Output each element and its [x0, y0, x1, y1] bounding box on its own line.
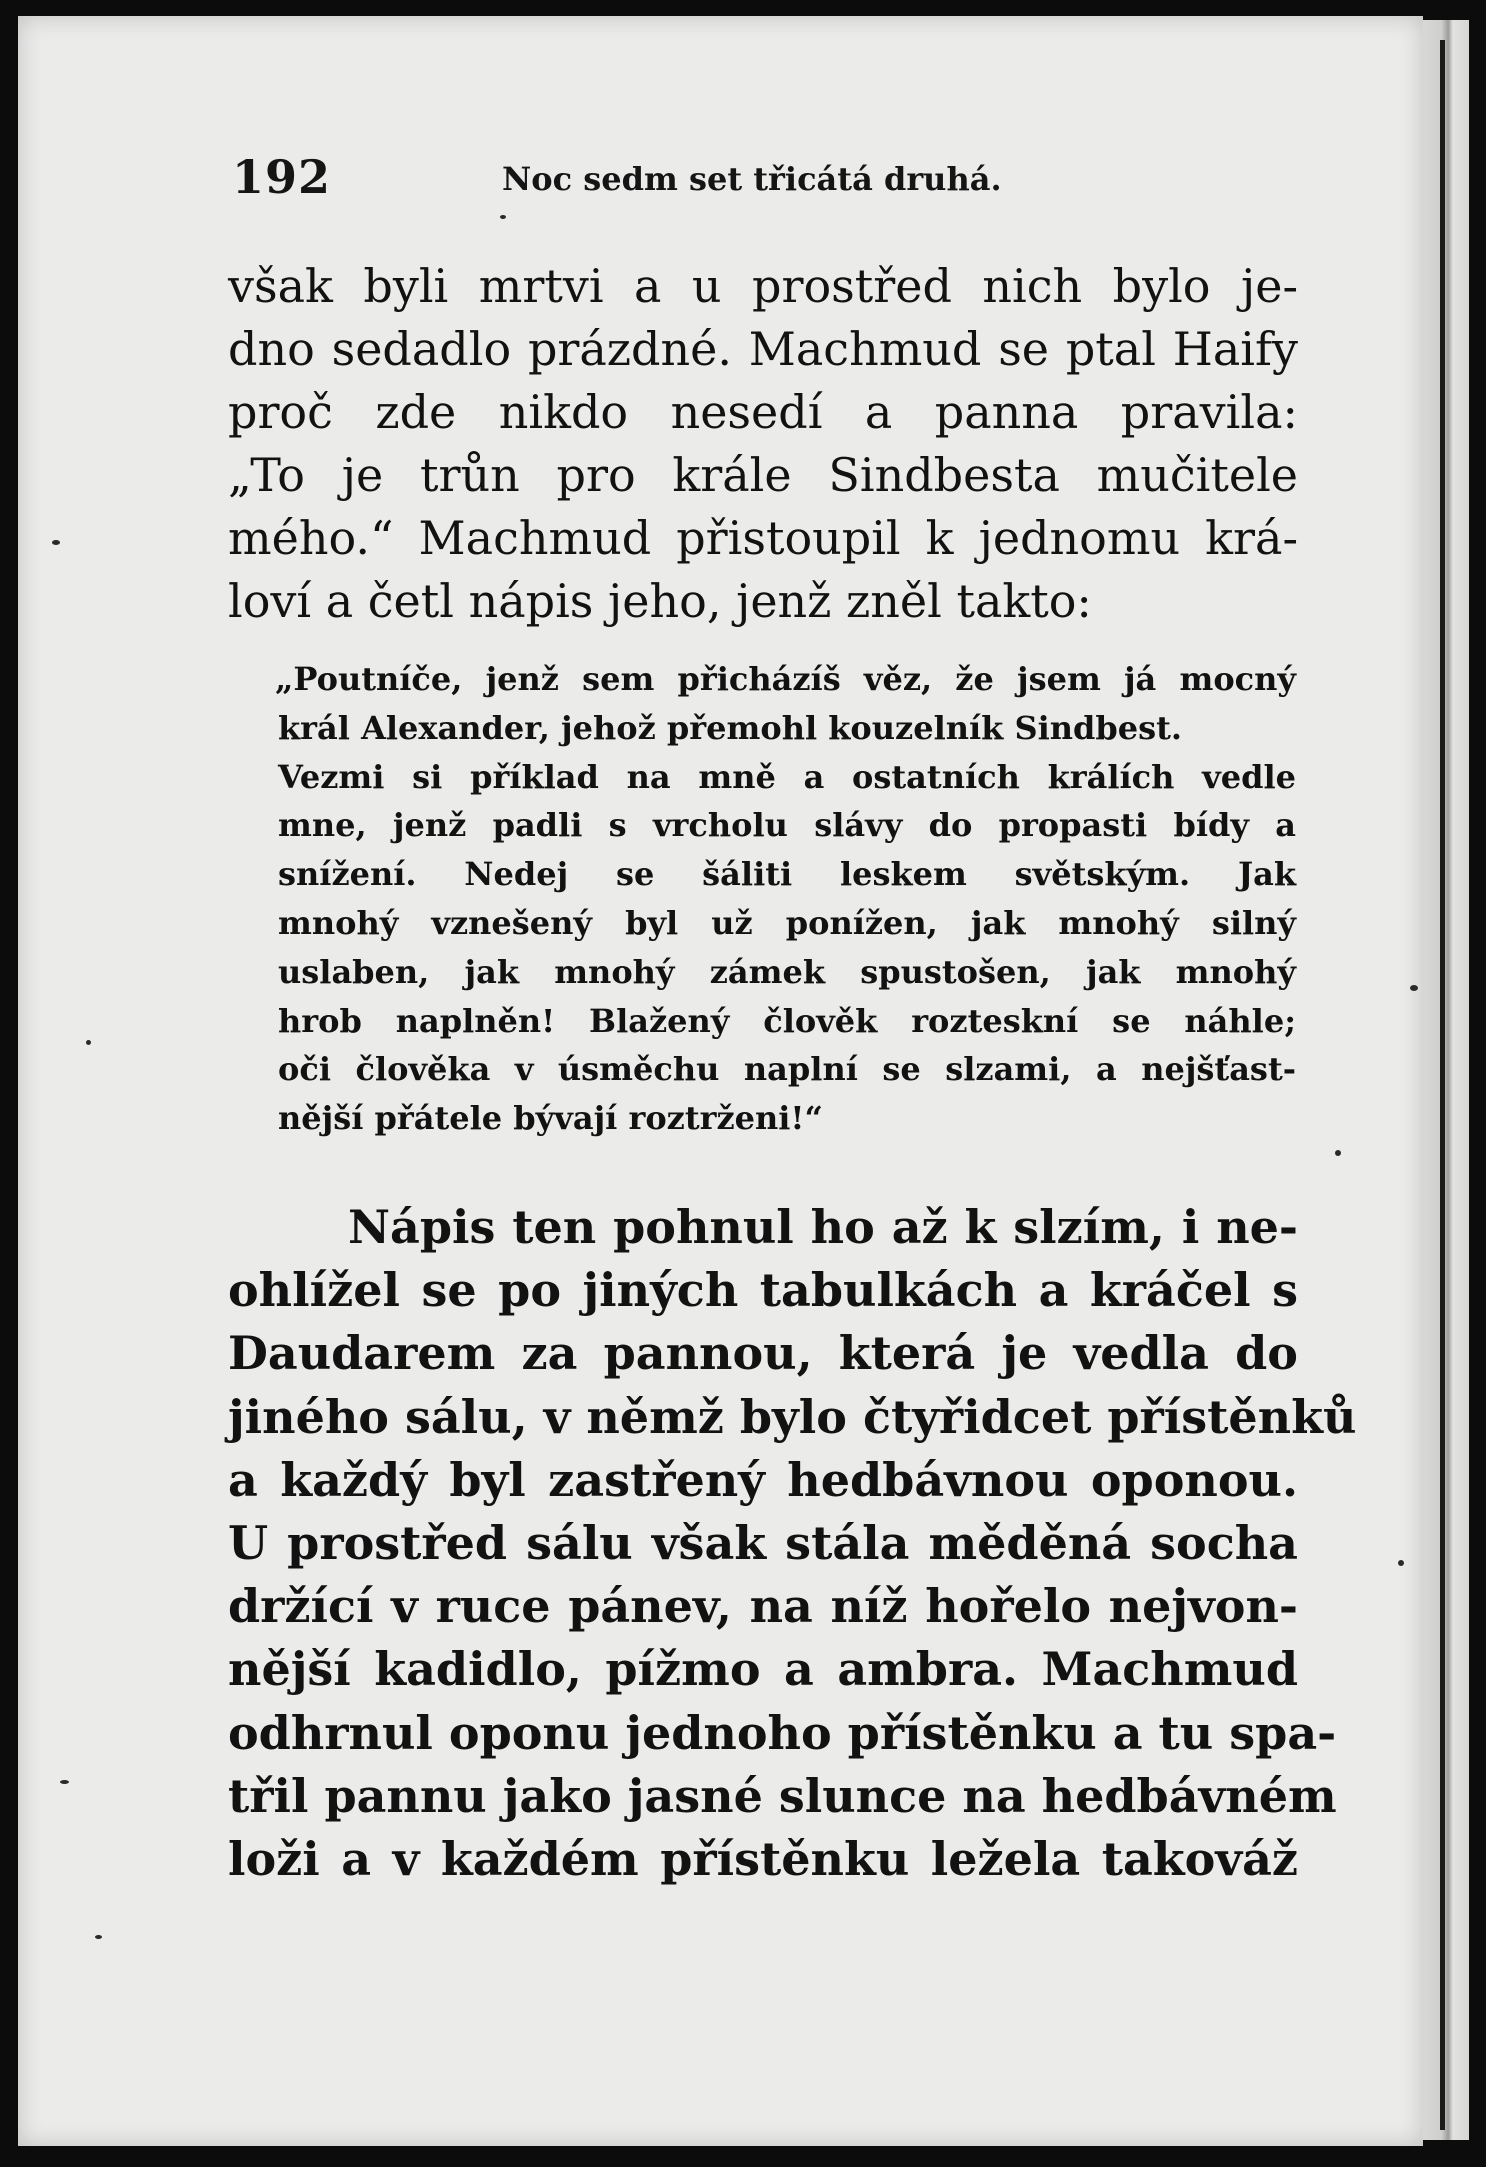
speck — [60, 1780, 69, 1784]
text-line: loži a v každém přístěnku ležela takováž — [228, 1832, 1298, 1887]
text-line: však byli mrtvi a u prostřed nich bylo je- — [228, 259, 1298, 313]
quote-line: „Poutníče, jenž sem přicházíš věz, že jsem já mocný — [275, 660, 1296, 698]
speck — [1410, 985, 1418, 991]
text-line: „To je trůn pro krále Sindbesta mučitele — [228, 448, 1298, 502]
speck — [500, 215, 506, 219]
text-line: nější kadidlo, pížmo a ambra. Machmud — [228, 1642, 1298, 1697]
page-edge — [1423, 20, 1469, 2140]
speck — [52, 540, 60, 545]
quote-line: Vezmi si příklad na mně a ostatních králích vedle — [278, 757, 1296, 796]
text-line: držící v ruce pánev, na níž hořelo nejvon- — [228, 1579, 1298, 1634]
quote-line: snížení. Nedej se šáliti leskem světským. Jak — [278, 855, 1296, 894]
text-line: proč zde nikdo nesedí a panna pravila: — [228, 385, 1298, 439]
text-line: mého.“ Machmud přistoupil k jednomu krá- — [228, 511, 1298, 565]
paragraph-2 — [228, 1196, 1357, 1891]
text-line: ohlížel se po jiných tabulkách a kráčel s — [228, 1263, 1298, 1318]
text-line: dno sedadlo prázdné. Machmud se ptal Haify — [228, 322, 1298, 376]
speck — [1335, 1150, 1341, 1156]
text-line: jiného sálu, v němž bylo čtyřidcet přístěnků — [228, 1389, 1357, 1444]
quote-line: král Alexander, jehož přemohl kouzelník Sindbest. — [278, 708, 1183, 747]
quote-line: oči člověka v úsměchu naplní se slzami, a nejšťast- — [278, 1050, 1296, 1089]
speck — [86, 1040, 91, 1045]
speck — [1398, 1560, 1404, 1566]
quote-line: uslaben, jak mnohý zámek spustošen, jak mnohý — [278, 952, 1296, 991]
text-line: odhrnul oponu jednoho přístěnku a tu spa- — [228, 1705, 1337, 1760]
inscription-quote — [275, 655, 1296, 1143]
paragraph-1 — [228, 255, 1298, 633]
quote-line: mne, jenž padli s vrcholu slávy do propasti bídy a — [278, 806, 1296, 845]
quote-line: nější přátele bývají roztrženi!“ — [278, 1099, 823, 1138]
quote-line: hrob naplněn! Blažený člověk rozteskní se náhle; — [278, 1001, 1296, 1040]
text-line: a každý byl zastřený hedbávnou oponou. — [228, 1452, 1298, 1507]
text-line: loví a četl nápis jeho, jenž zněl takto: — [228, 574, 1092, 628]
text-line: Daudarem za pannou, která je vedla do — [228, 1326, 1298, 1381]
page-header — [232, 150, 1312, 210]
quote-line: mnohý vznešený byl už ponížen, jak mnohý silný — [278, 903, 1296, 942]
running-title: Noc sedm set třicátá druhá. — [502, 160, 1002, 198]
speck — [95, 1935, 102, 1939]
page-number: 192 — [232, 150, 332, 204]
text-line: U prostřed sálu však stála měděná socha — [228, 1516, 1298, 1571]
text-line: třil pannu jako jasné slunce na hedbávném — [228, 1768, 1337, 1823]
text-line: Nápis ten pohnul ho až k slzím, i ne- — [348, 1200, 1298, 1254]
binding-edge-line — [1440, 40, 1445, 2130]
